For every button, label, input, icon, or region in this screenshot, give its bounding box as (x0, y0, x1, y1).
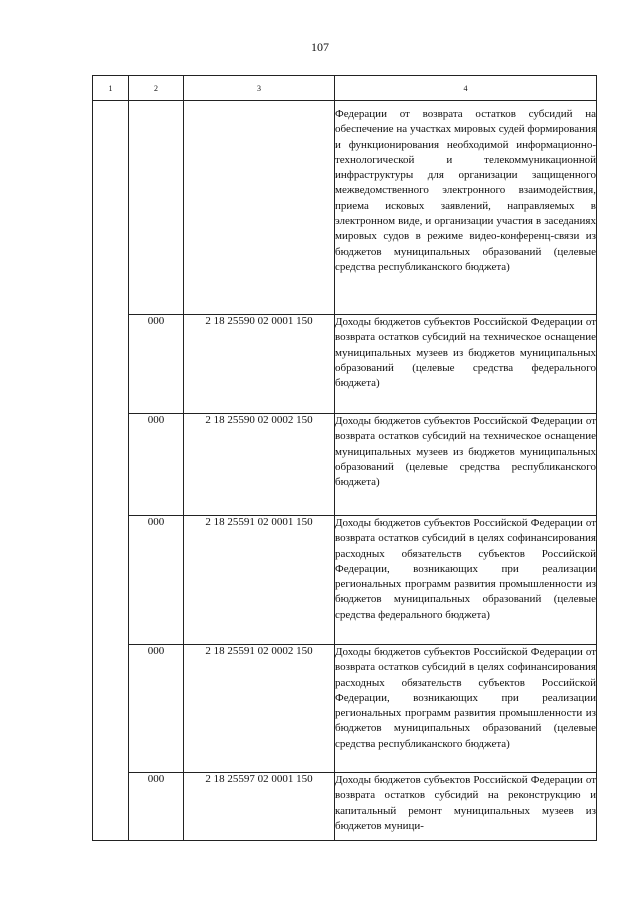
column-header: 4 (335, 76, 597, 101)
page-number: 107 (311, 40, 329, 54)
description-cell: Доходы бюджетов субъектов Российской Федерации от возврата остатков субсидий в целях софинансирования расходных обязательств субъектов Российской Федерации, возникающих при реализации региональных программ развития промышленности из бюджетов муниципальных образований (целевые средства федерального бюджета) (335, 516, 597, 645)
admin-code-cell: 000 (129, 516, 184, 645)
income-code-cell: 2 18 25590 02 0001 150 (184, 315, 335, 414)
income-code-cell (184, 101, 335, 315)
budget-classification-table (92, 75, 597, 841)
income-code-cell: 2 18 25590 02 0002 150 (184, 414, 335, 516)
income-code-cell: 2 18 25597 02 0001 150 (184, 773, 335, 841)
description-cell: Доходы бюджетов субъектов Российской Федерации от возврата остатков субсидий на техническое оснащение муниципальных музеев из бюджетов муниципальных образований (целевые средства федерального бюджета) (335, 315, 597, 414)
admin-code-cell: 000 (129, 773, 184, 841)
table-row (93, 414, 597, 516)
admin-code-cell (129, 101, 184, 315)
table-row (93, 315, 597, 414)
table-header-row (93, 76, 597, 101)
description-cell: Доходы бюджетов субъектов Российской Федерации от возврата остатков субсидий в целях софинансирования расходных обязательств субъектов Российской Федерации, возникающих при реализации региональных программ развития промышленности из бюджетов муниципальных образований (целевые средства республиканского бюджета) (335, 645, 597, 773)
income-code-cell: 2 18 25591 02 0001 150 (184, 516, 335, 645)
description-cell: Доходы бюджетов субъектов Российской Федерации от возврата остатков субсидий на реконструкцию и капитальный ремонт муниципальных музеев из бюджетов муници- (335, 773, 597, 841)
table-row (93, 101, 597, 315)
description-cell: Доходы бюджетов субъектов Российской Федерации от возврата остатков субсидий на техническое оснащение муниципальных музеев из бюджетов муниципальных образований (целевые средства республиканского бюджета) (335, 414, 597, 516)
admin-code-cell: 000 (129, 645, 184, 773)
group-cell (93, 101, 129, 841)
table-row (93, 645, 597, 773)
admin-code-cell: 000 (129, 414, 184, 516)
table-row (93, 773, 597, 841)
column-header: 2 (129, 76, 184, 101)
table-row (93, 516, 597, 645)
column-header: 3 (184, 76, 335, 101)
description-cell: Федерации от возврата остатков субсидий на обеспечение на участках мировых судей формирования и функционирования необходимой информационно-технологической и телекоммуникационной инфраструктуры для организации защищенного межведомственного электронного взаимодействия, приема исковых заявлений, направляемых в электронном виде, и организации участия в заседаниях мировых судов в режиме видео-конференц-связи из бюджетов муниципальных образований (целевые средства республиканского бюджета) (335, 101, 597, 315)
admin-code-cell: 000 (129, 315, 184, 414)
column-header: 1 (93, 76, 129, 101)
income-code-cell: 2 18 25591 02 0002 150 (184, 645, 335, 773)
